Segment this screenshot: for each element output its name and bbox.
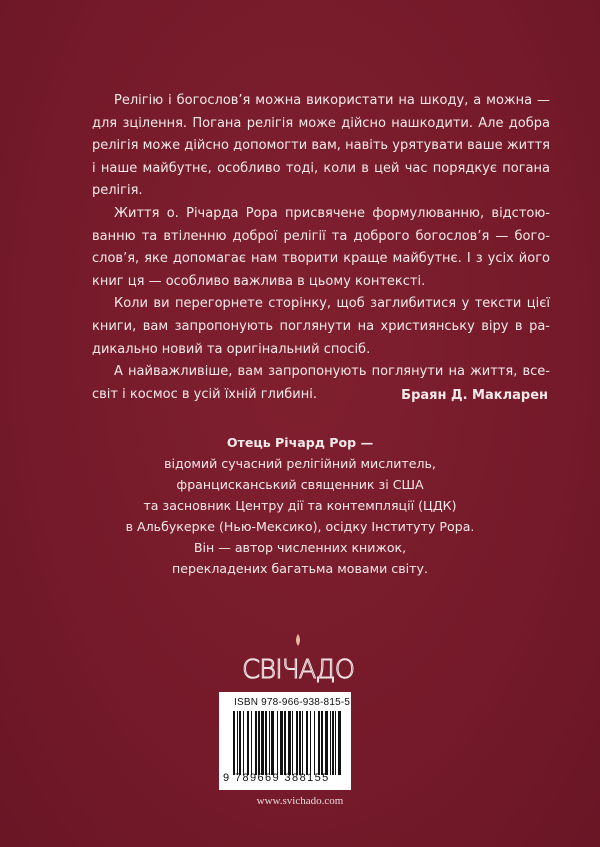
bio-line: Він — автор численних книжок, [193, 540, 407, 555]
barcode-bar [255, 711, 257, 775]
barcode-bar [321, 711, 323, 775]
ean-number: 9 789669 388155 [223, 772, 330, 784]
barcode-bar [302, 711, 303, 775]
isbn-barcode [219, 692, 351, 790]
svg-text:СВІЧАДО: СВІЧАДО [241, 655, 355, 685]
barcode-bar [271, 711, 274, 775]
barcode-bars [233, 711, 343, 775]
barcode-bar [258, 711, 260, 775]
barcode-bar [261, 711, 264, 775]
publisher-logo [238, 630, 358, 686]
barcode-bar [306, 711, 308, 775]
blurb-paragraph: Релігію і богослов’я можна використати на шкоду, а можна — для зцілення. Погана релігія може дійсно нашкодити. Але добра релігія може дійсно допомогти вам, навіть урятувати ваше життя і наше майбутнє, особливо тоді, коли в цей час порядкує погана релігія. [92, 93, 550, 199]
blurb-paragraph: А найважливіше, вам запропонують поглянути на життя, всесвіт і космос в усій їхній глибині. [92, 364, 550, 402]
barcode-bar [243, 711, 244, 775]
barcode-bar [314, 711, 315, 775]
barcode-bar [299, 711, 301, 775]
barcode-bar [335, 711, 336, 775]
bio-line: та засновник Центру дії та контемпляції (ЦДК) [143, 498, 457, 513]
barcode-bar [284, 711, 286, 775]
barcode-bar [265, 711, 267, 775]
barcode-bar [310, 711, 311, 775]
author-name: Отець Річард Рор — [226, 435, 374, 450]
barcode-bar [237, 711, 238, 775]
bio-line: відомий сучасний релігійний мислитель, [164, 456, 436, 471]
barcode-bar [288, 711, 291, 775]
blurb [92, 90, 550, 406]
barcode-bar [292, 711, 293, 775]
isbn-text: ISBN 978-966-938-815-5 [234, 697, 351, 708]
blurb-signature: Браян Д. Макларен [401, 388, 548, 403]
barcode-bar [280, 711, 283, 775]
barcode-bar [269, 711, 270, 775]
barcode-bar [332, 711, 334, 775]
barcode-bar [338, 711, 341, 775]
barcode-bar [325, 711, 328, 775]
barcode-bar [296, 711, 298, 775]
barcode-bar [330, 711, 331, 775]
bio-line: перекладених багатьма мовами світу. [172, 561, 428, 576]
barcode-bar [239, 711, 241, 775]
publisher-url[interactable]: www.svichado.com [256, 795, 344, 807]
bio-line: в Альбукерке (Нью-Мексико), осідку Інституту Рора. [125, 519, 475, 534]
barcode-bar [251, 711, 252, 775]
barcode-bar [318, 711, 320, 775]
blurb-paragraph: Коли ви перегорнете сторінку, щоб заглибитися у тексти цієї книги, вам запропонують поглянути на християнську віру в радикально новий та оригінальний спосіб. [92, 296, 550, 357]
barcode-bar [233, 711, 235, 775]
barcode-bar [247, 711, 249, 775]
bio-line: францисканський священник зі США [176, 477, 424, 492]
candle-flame-icon [296, 634, 300, 646]
blurb-paragraph: Життя о. Річарда Рора присвячене формулюванню, відстоюванню та втіленню доброї релігії та доброго богослов’я — богослов’я, яке допомагає нам творити краще майбутнє. І з усіх його книг ця — особливо важлива в цьому контексті. [92, 205, 550, 289]
barcode-bar [277, 711, 278, 775]
author-bio [0, 432, 600, 579]
